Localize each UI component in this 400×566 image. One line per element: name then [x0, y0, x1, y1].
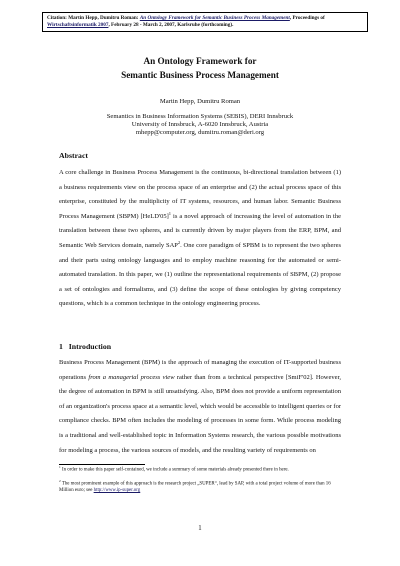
author-names: Martin Hepp, Dumitru Roman — [159, 98, 241, 105]
footnote-1-text: In order to make this paper self-contained, we include a summary of some materials already presented there in here. — [60, 467, 289, 473]
footnote-ref-2: 2 — [177, 239, 181, 245]
footnote-1 — [59, 467, 341, 474]
paper-title-line2: Semantic Business Process Management — [121, 70, 279, 80]
footnote-ref-1: 1 — [168, 210, 172, 216]
abstract-part1: A core challenge in Business Process Management is the continuous, bi-directional translation between (1) a business requirements view on the process space of an enterprise and (2) the actual process space of this enterprise, constituted by the multiplicity of IT systems, resources, and human labor. Semantic Business Process Management (SBPM) [HeLD'05] — [59, 169, 341, 220]
footnote-2 — [59, 481, 341, 495]
footnote-2-text: The most prominent example of this approach is the research project „SUPER“, lead by SAP, with a total project volume of more than 16 Million euro; see — [59, 481, 331, 494]
footnote-divider — [59, 464, 145, 465]
intro-emphasis: from a managerial process view — [88, 373, 175, 381]
footnote-2-mark: 2 — [59, 479, 61, 483]
section-title: Introduction — [68, 342, 112, 351]
citation-title-link[interactable]: An Ontology Framework for Semantic Business Process Management — [139, 15, 290, 21]
author-emails: mhepp@computer.org, dumitru.roman@deri.org — [135, 129, 265, 136]
citation-box — [42, 12, 368, 32]
citation-venue-link[interactable]: Wirtschaftsinformatik 2007 — [47, 22, 109, 28]
footnote-2-link[interactable]: http://www.ip-super.org — [93, 488, 141, 494]
introduction-heading — [59, 342, 111, 352]
abstract-text — [59, 166, 341, 312]
paper-title-line1: An Ontology Framework for — [143, 56, 257, 66]
introduction-text — [59, 356, 341, 458]
footnote-1-mark: 1 — [59, 465, 61, 469]
intro-part1: Business Process Management (BPM) is the approach of managing the execution of IT-supported business operations — [59, 359, 341, 381]
citation-label: Citation: — [47, 15, 67, 21]
affiliation-line2: University of Innsbruck, A-6020 Innsbruck, Austria — [131, 121, 269, 128]
citation-authors: Martin Hepp, Dumitru Roman: — [66, 15, 140, 21]
section-number: 1 — [59, 342, 63, 351]
abstract-heading: Abstract — [59, 151, 89, 160]
citation-after-title: , Proceedings of — [289, 15, 325, 21]
page-number: 1 — [198, 525, 202, 532]
abstract-part2: is a novel approach of increasing the level of automation in the translation between these two spheres, and is currently driven by major players from the ERP, BPM, and Semantic Web Services domain, namely SAP — [59, 212, 341, 249]
abstract-part3: . One core paradigm of SPBM is to represent the two spheres and their parts using ontology languages and to employ machine reasoning for the automated or semi-automated translation. In this paper, we (1) outline the representational requirements of SBPM, (2) propose a set of ontologies and formalisms, and (3) define the scope of these ontologies by giving competency questions, which is a common technique in the ontology engineering process. — [59, 241, 341, 308]
intro-part2: rather than from a technical perspective [SmiF'02]. However, the degree of automation in BPM is still unsatisfying. Also, BPM does not provide a uniform representation of an organization's process space at a semantic level, which would be accessible to intelligent queries or for compliance checks. BPM often includes the modeling of processes in some form. While process modeling is a traditional and well-established topic in Information Systems research, the various possible motivations for modeling a process, the various sources of models, and the resulting variety of requirements on — [59, 373, 342, 454]
affiliation-line1: Semantics in Business Information Systems (SEBIS), DERI Innsbruck — [106, 113, 294, 120]
citation-rest: , February 28 - March 2, 2007, Karlsruhe (forthcoming). — [108, 22, 234, 28]
